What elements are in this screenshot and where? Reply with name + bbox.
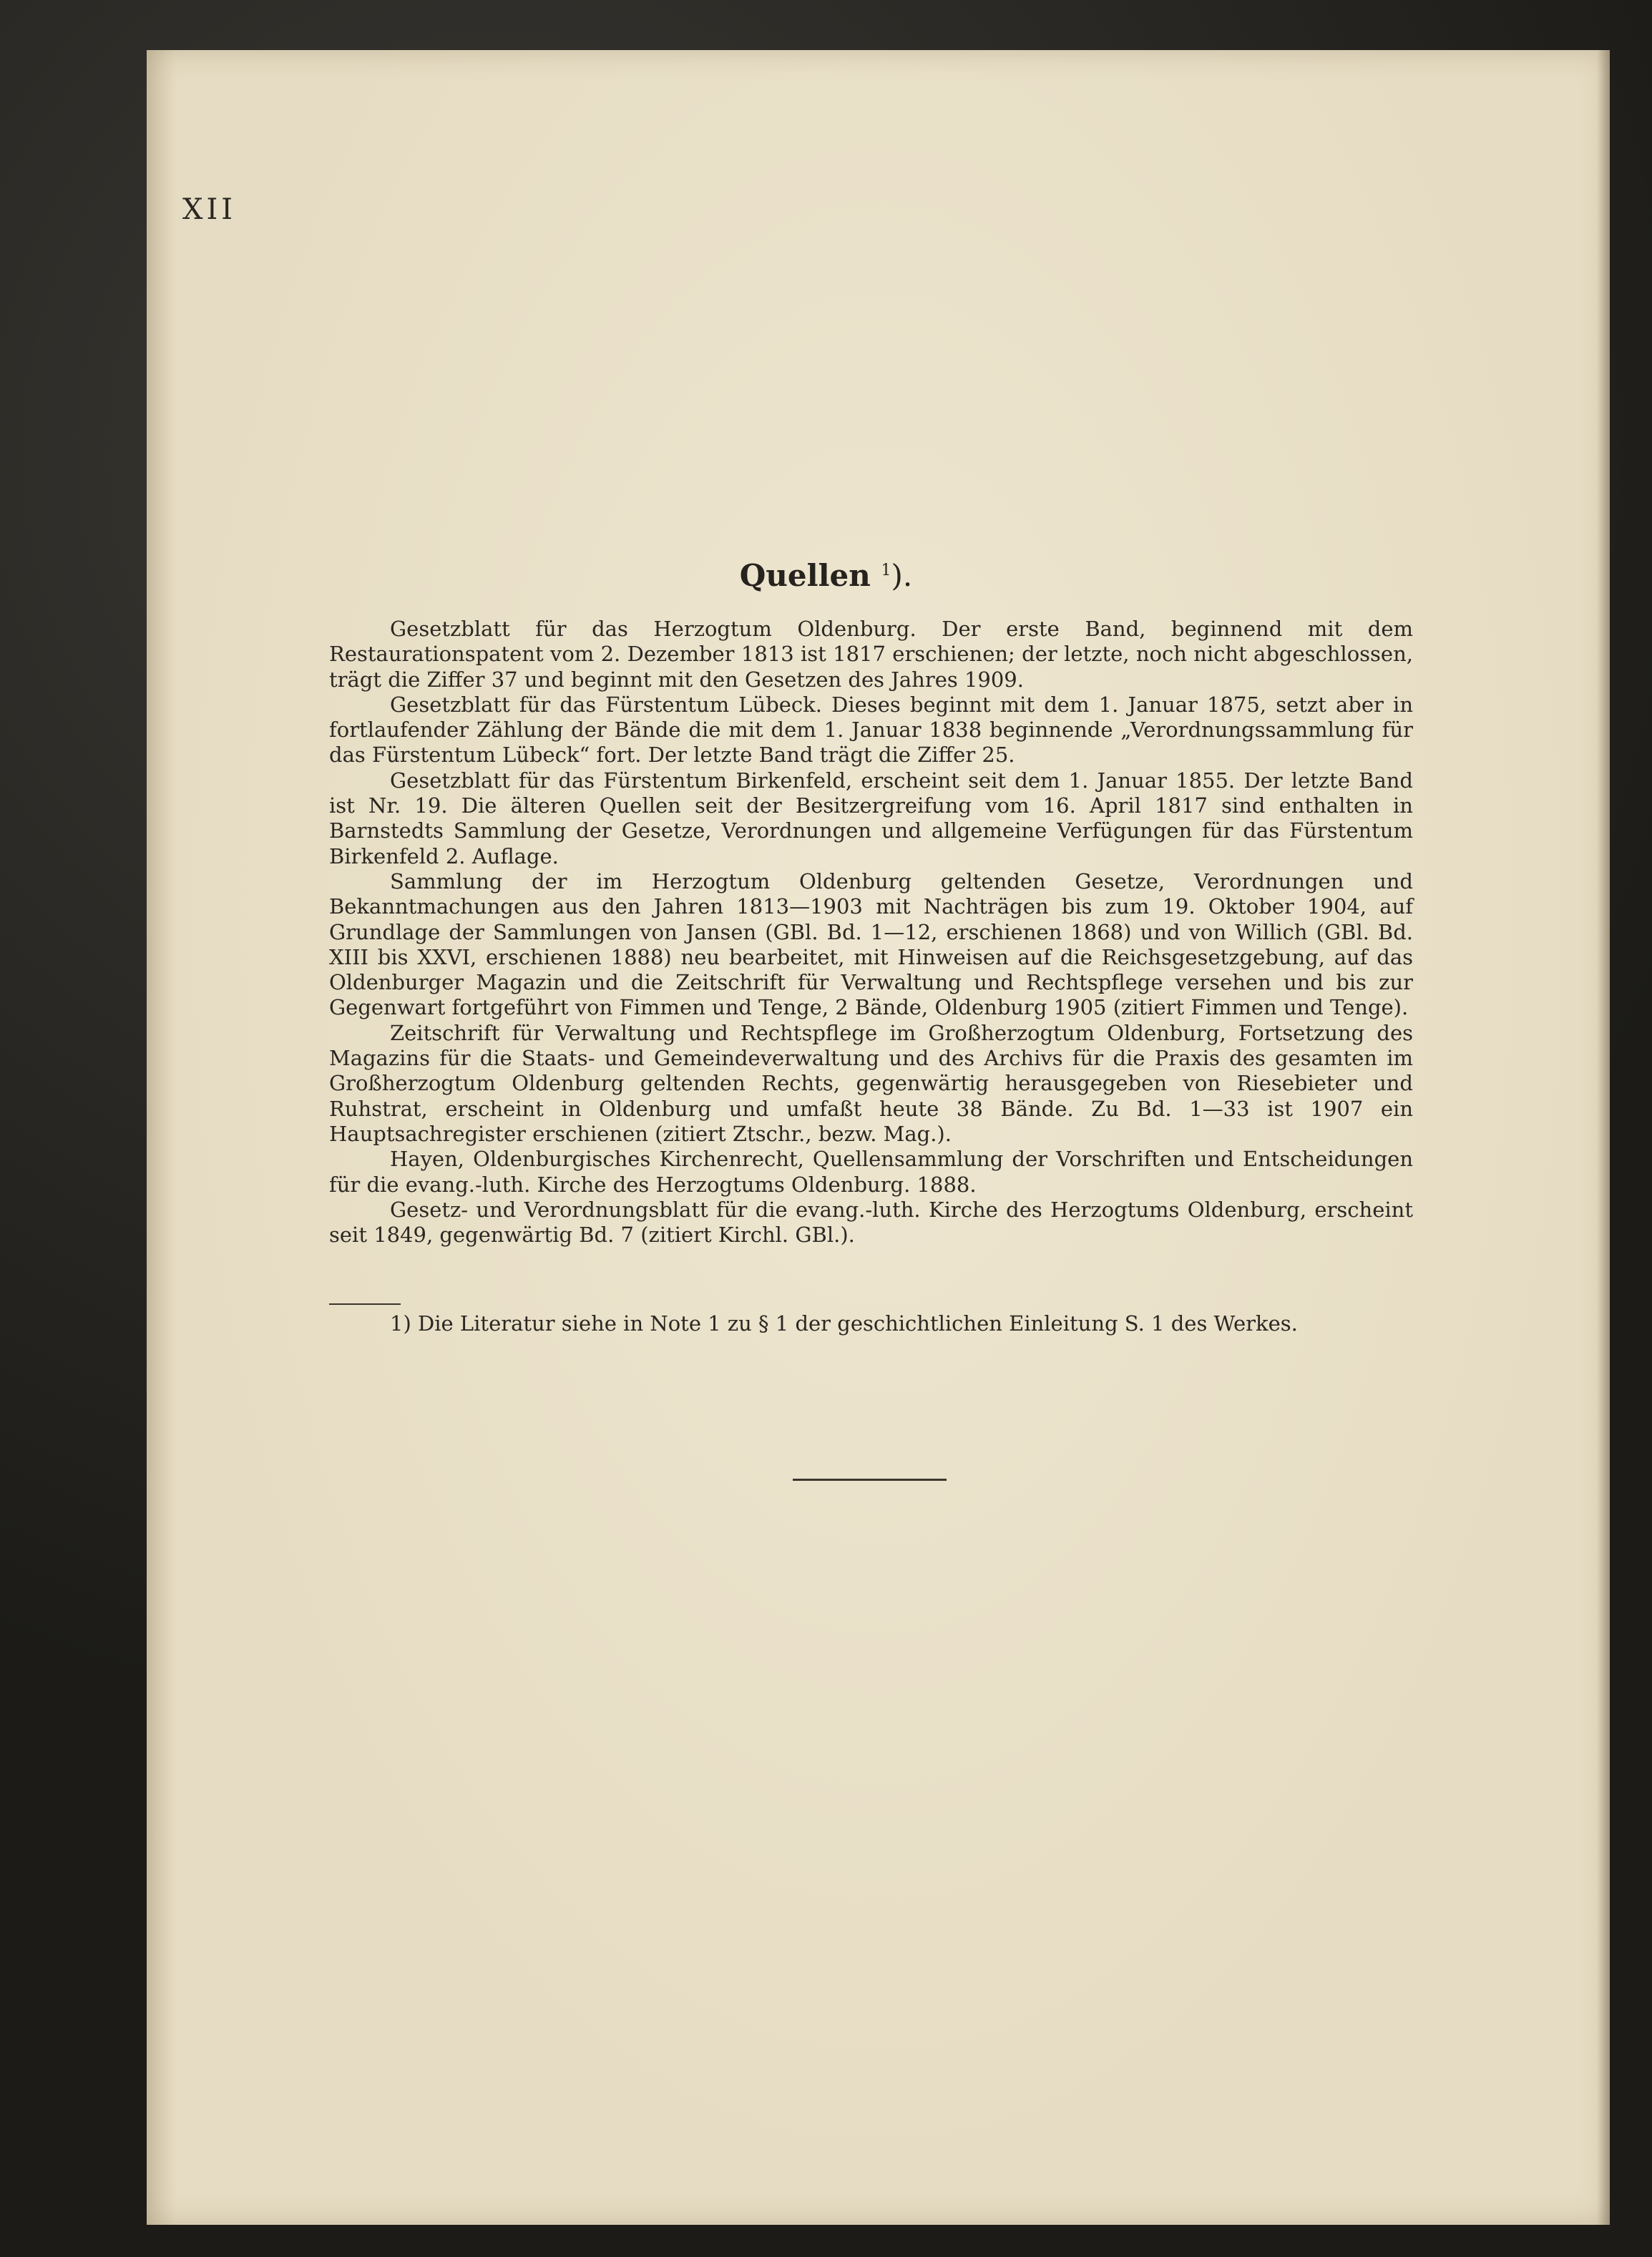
heading-footnote-mark: 1 (881, 562, 891, 579)
heading-close: ). (891, 558, 913, 593)
paragraph-gesetzblatt-luebeck: Gesetzblatt für das Fürstentum Lübeck. Dieses beginnt mit dem 1. Januar 1875, setzt aber in fortlaufender Zählung der Bände die mit dem 1. Januar 1838 beginnende „Verordnungssammlung für das Fürstentum Lübeck“ fort. Der letzte Band trägt die Ziffer 25. (329, 692, 1413, 768)
paragraph-sammlung: Sammlung der im Herzogtum Oldenburg geltenden Gesetze, Verordnungen und Bekanntmachungen aus den Jahren 1813—1903 mit Nachträgen bis zum 19. Oktober 1904, auf Grundlage der Sammlungen von Jansen (GBl. Bd. 1—12, erschienen 1868) und von Willich (GBl. Bd. XIII bis XXVI, erschienen 1888) neu bearbeitet, mit Hinweisen auf die Reichsgesetzgebung, auf das Oldenburger Magazin und die Zeitschrift für Verwaltung und Rechtspflege versehen und bis zur Gegenwart fortgeführt von Fimmen und Tenge, 2 Bände, Oldenburg 1905 (zitiert Fimmen und Tenge). (329, 868, 1413, 1020)
paragraph-hayen: Hayen, Oldenburgisches Kirchenrecht, Quellensammlung der Vorschriften und Entscheidungen für die evang.-luth. Kirche des Herzogtums Oldenburg. 1888. (329, 1147, 1413, 1197)
section-end-rule (793, 1479, 947, 1481)
section-heading (0, 558, 1652, 593)
paragraph-gesetzblatt-oldenburg: Gesetzblatt für das Herzogtum Oldenburg. Der erste Band, beginnend mit dem Restaurationspatent vom 2. Dezember 1813 ist 1817 erschienen; der letzte, noch nicht abgeschlossen, trägt die Ziffer 37 und beginnt mit den Gesetzen des Jahres 1909. (329, 617, 1413, 692)
footnote: 1) Die Literatur siehe in Note 1 zu § 1 der geschichtlichen Einleitung S. 1 des Werkes. (390, 1311, 1298, 1336)
sources-list (329, 617, 1413, 1248)
paragraph-kirchenblatt: Gesetz- und Verordnungsblatt für die evang.-luth. Kirche des Herzogtums Oldenburg, erscheint seit 1849, gegenwärtig Bd. 7 (zitiert Kirchl. GBl.). (329, 1197, 1413, 1248)
page-edge-shadow (1597, 50, 1610, 2225)
page-number: XII (182, 193, 237, 226)
footnote-divider (329, 1303, 401, 1305)
paragraph-zeitschrift: Zeitschrift für Verwaltung und Rechtspflege im Großherzogtum Oldenburg, Fortsetzung des Magazins für die Staats- und Gemeindeverwaltung und des Archivs für die Praxis des gesamten im Großherzogtum Oldenburg geltenden Rechts, gegenwärtig herausgegeben von Riesebieter und Ruhstrat, erscheint in Oldenburg und umfaßt heute 38 Bände. Zu Bd. 1—33 ist 1907 ein Hauptsachregister erschienen (zitiert Ztschr., bezw. Mag.). (329, 1020, 1413, 1146)
paragraph-gesetzblatt-birkenfeld: Gesetzblatt für das Fürstentum Birkenfeld, erscheint seit dem 1. Januar 1855. Der letzte Band ist Nr. 19. Die älteren Quellen seit der Besitzergreifung vom 16. April 1817 sind enthalten in Barnstedts Sammlung der Gesetze, Verordnungen und allgemeine Verfügungen für das Fürstentum Birkenfeld 2. Auflage. (329, 768, 1413, 868)
heading-text: Quellen (739, 558, 871, 593)
